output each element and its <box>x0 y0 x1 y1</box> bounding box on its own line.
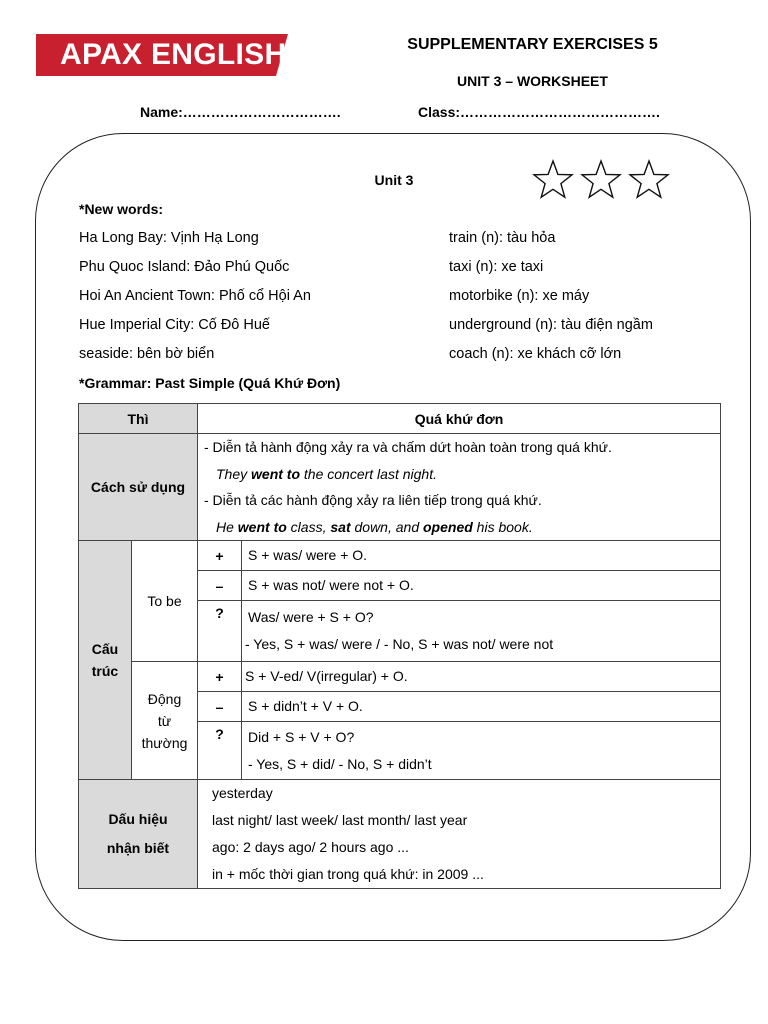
verb-positive-formula: S + V-ed/ V(irregular) + O. <box>245 668 408 684</box>
verb-positive-row <box>79 662 721 692</box>
rating-stars <box>531 158 673 202</box>
signs-content <box>198 780 721 889</box>
worksheet-subtitle: UNIT 3 – WORKSHEET <box>457 73 608 89</box>
tobe-negative-formula: S + was not/ were not + O. <box>248 577 414 593</box>
tobe-positive-formula: S + was/ were + O. <box>248 547 368 563</box>
worksheet-title: SUPPLEMENTARY EXERCISES 5 <box>407 36 658 53</box>
structure-label: Cấu trúc <box>79 541 132 780</box>
vocab-left-item: Ha Long Bay: Vịnh Hạ Long <box>79 230 259 246</box>
tobe-label: To be <box>132 541 198 662</box>
usage-content <box>198 434 721 541</box>
class-field: Class:……………………………………. <box>418 104 660 120</box>
star-icon <box>534 161 572 197</box>
vocab-left-item: Hue Imperial City: Cố Đô Huế <box>79 317 270 333</box>
signs-row <box>79 780 721 889</box>
tobe-question-formula: Was/ were + S + O? <box>248 609 374 625</box>
usage-row <box>79 434 721 541</box>
verb-answer-formula: - Yes, S + did/ - No, S + didn’t <box>248 755 432 772</box>
usage-example-1: They went to the concert last night. <box>216 465 437 482</box>
positive-symbol: + <box>198 541 242 571</box>
verb-label: Động từ thường <box>132 662 198 780</box>
apax-english-logo <box>36 34 288 76</box>
question-symbol: ? <box>198 722 242 780</box>
grammar-heading: *Grammar: Past Simple (Quá Khứ Đơn) <box>79 375 341 391</box>
header-past-simple-cell: Quá khứ đơn <box>198 404 721 434</box>
usage-text-2: - Diễn tả các hành động xảy ra liên tiếp trong quá khứ. <box>204 492 542 508</box>
vocab-left-item: seaside: bên bờ biển <box>79 346 215 362</box>
sign-item: yesterday <box>212 785 273 801</box>
tobe-answer-formula: - Yes, S + was/ were / - No, S + was not/ were not <box>245 636 554 652</box>
question-symbol: ? <box>198 601 242 662</box>
vocab-right-item: motorbike (n): xe máy <box>449 288 590 304</box>
usage-text-1: - Diễn tả hành động xảy ra và chấm dứt hoàn toàn trong quá khứ. <box>204 439 612 455</box>
header-tense-cell: Thì <box>79 404 198 434</box>
sign-item: in + mốc thời gian trong quá khứ: in 2009 ... <box>212 866 484 882</box>
vocab-right-item: underground (n): tàu điện ngầm <box>449 317 653 333</box>
new-words-heading: *New words: <box>79 201 164 217</box>
unit-title: Unit 3 <box>374 172 414 188</box>
star-icon <box>630 161 668 197</box>
signs-label: Dấu hiệu nhận biết <box>79 780 198 889</box>
vocab-right-item: taxi (n): xe taxi <box>449 259 544 275</box>
usage-label: Cách sử dụng <box>79 434 198 541</box>
sign-item: last night/ last week/ last month/ last year <box>212 812 468 828</box>
positive-symbol: + <box>198 662 242 692</box>
verb-question-formula: Did + S + V + O? <box>248 728 355 745</box>
vocab-right-item: coach (n): xe khách cỡ lớn <box>449 346 622 362</box>
table-header-row <box>79 404 721 434</box>
negative-symbol: – <box>198 692 242 722</box>
star-icon <box>582 161 620 197</box>
negative-symbol: – <box>198 571 242 601</box>
tobe-positive-row <box>79 541 721 571</box>
sign-item: ago: 2 days ago/ 2 hours ago ... <box>212 839 409 855</box>
logo-text: APAX ENGLISH <box>60 38 287 71</box>
usage-example-2: He went to class, sat down, and opened his book. <box>216 518 533 535</box>
verb-negative-formula: S + didn’t + V + O. <box>248 698 363 714</box>
vocab-right-item: train (n): tàu hỏa <box>449 230 556 246</box>
name-field: Name:……………………………. <box>140 104 341 120</box>
vocab-left-item: Hoi An Ancient Town: Phố cổ Hội An <box>79 288 311 304</box>
vocab-left-item: Phu Quoc Island: Đảo Phú Quốc <box>79 259 290 275</box>
grammar-table <box>78 403 721 889</box>
